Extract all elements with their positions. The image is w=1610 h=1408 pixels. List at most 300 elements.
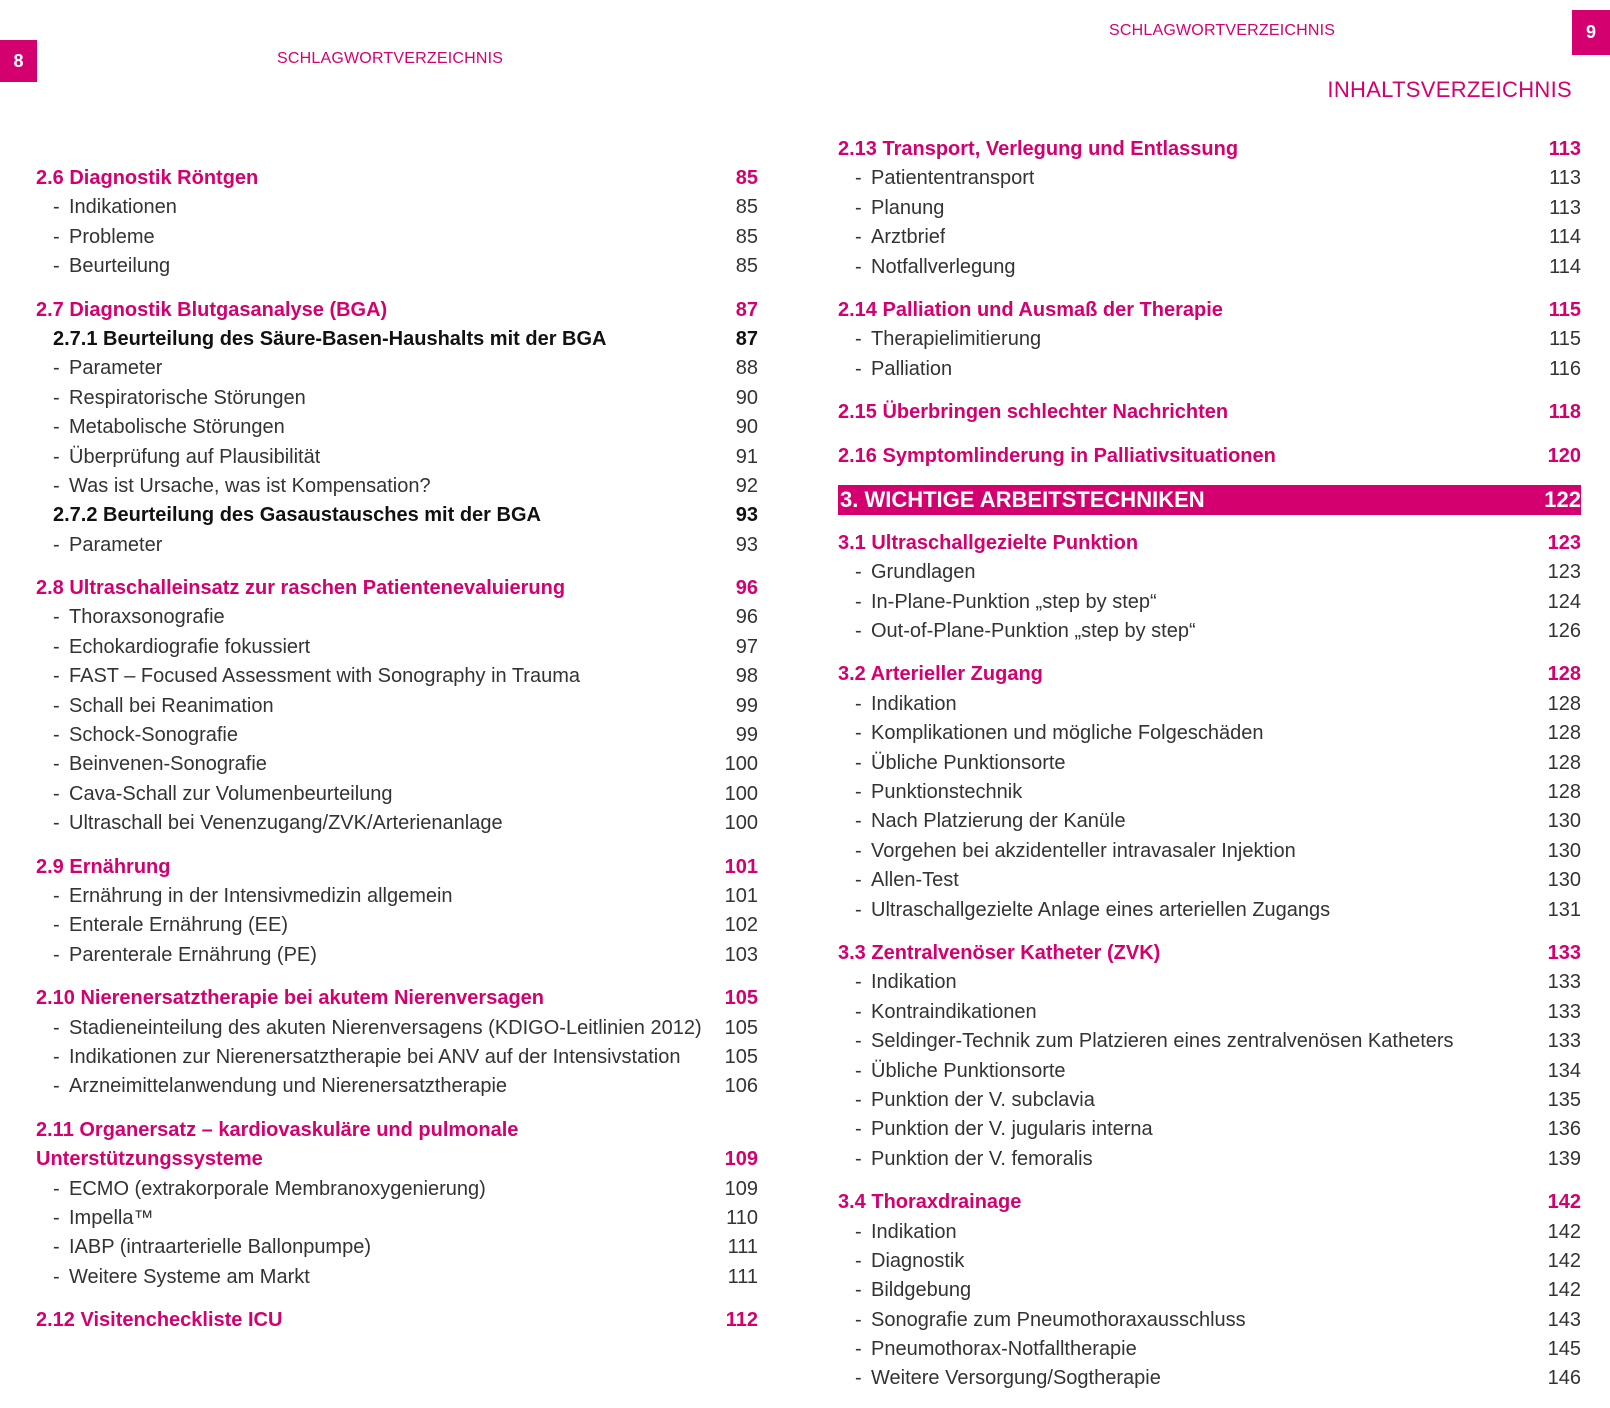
toc-entry-page: 130 bbox=[1547, 869, 1581, 892]
toc-heading bbox=[838, 939, 1581, 968]
toc-heading bbox=[838, 442, 1581, 471]
toc-entry-page: 142 bbox=[1547, 1220, 1581, 1243]
toc-entry-page: 135 bbox=[1547, 1088, 1581, 1111]
dash-marker: - bbox=[53, 606, 60, 629]
toc-section bbox=[838, 939, 1581, 1174]
dash-marker: - bbox=[53, 694, 60, 717]
right-page bbox=[805, 0, 1610, 1400]
toc-entry-page: 133 bbox=[1547, 941, 1581, 964]
dash-marker: - bbox=[53, 474, 60, 497]
dash-marker: - bbox=[53, 386, 60, 409]
toc-entry-label: - Planung bbox=[855, 194, 944, 223]
dash-marker: - bbox=[53, 724, 60, 747]
toc-item bbox=[36, 750, 758, 779]
toc-entry-page: 87 bbox=[735, 298, 758, 321]
toc-item bbox=[838, 253, 1581, 282]
toc-entry-page: 99 bbox=[735, 724, 758, 747]
toc-entry-page: 85 bbox=[735, 167, 758, 189]
toc-item bbox=[838, 558, 1581, 587]
toc-heading bbox=[838, 1188, 1581, 1217]
toc-section bbox=[36, 1306, 758, 1335]
toc-entry-label: 3.2 Arterieller Zugang bbox=[838, 663, 1043, 686]
toc-section bbox=[838, 296, 1581, 384]
toc-entry-page: 118 bbox=[1548, 401, 1581, 424]
toc-entry-label: - Indikation bbox=[855, 1218, 957, 1247]
toc-item bbox=[36, 721, 758, 750]
toc-entry-page: 113 bbox=[1549, 167, 1581, 190]
toc-entry-label: - Grundlagen bbox=[855, 558, 976, 587]
toc-section bbox=[838, 529, 1581, 647]
toc-entry-label: - Schock-Sonografie bbox=[53, 721, 238, 750]
toc-entry-label: - Weitere Systeme am Markt bbox=[53, 1263, 310, 1292]
toc-subheading bbox=[36, 325, 758, 354]
toc-section bbox=[838, 660, 1581, 925]
toc-entry-label: 2.13 Transport, Verlegung und Entlassung bbox=[838, 138, 1239, 160]
toc-entry-page: 111 bbox=[727, 1236, 758, 1259]
toc-item bbox=[838, 837, 1581, 866]
dash-marker: - bbox=[855, 898, 862, 921]
toc-entry-page: 101 bbox=[724, 884, 758, 907]
dash-marker: - bbox=[53, 445, 60, 468]
toc-entry-label: - Übliche Punktionsorte bbox=[855, 1057, 1066, 1086]
toc-item bbox=[838, 866, 1581, 895]
toc-entry-label: - Komplikationen und mögliche Folgeschäden bbox=[855, 719, 1263, 748]
toc-item bbox=[36, 252, 758, 281]
dash-marker: - bbox=[855, 328, 862, 351]
toc-entry-label: 2.7.2 Beurteilung des Gasaustausches mit der BGA bbox=[53, 504, 541, 527]
toc-entry-label: - Respiratorische Störungen bbox=[53, 384, 306, 413]
toc-right bbox=[838, 135, 1581, 1408]
toc-entry-label: - Ultraschallgezielte Anlage eines arteriellen Zugangs bbox=[855, 896, 1330, 925]
toc-entry-label: - Parameter bbox=[53, 531, 162, 560]
toc-entry-label: - Indikation bbox=[855, 690, 957, 719]
dash-marker: - bbox=[855, 1059, 862, 1082]
toc-section bbox=[36, 1116, 758, 1292]
toc-entry-page: 90 bbox=[735, 386, 758, 409]
toc-entry-page: 120 bbox=[1547, 444, 1581, 467]
dash-marker: - bbox=[53, 943, 60, 966]
toc-item bbox=[838, 194, 1581, 223]
toc-entry-label: - Metabolische Störungen bbox=[53, 413, 285, 442]
dash-marker: - bbox=[53, 635, 60, 658]
toc-item bbox=[36, 443, 758, 472]
toc-entry-label: - Indikationen bbox=[53, 193, 177, 222]
toc-entry-page: 130 bbox=[1547, 839, 1581, 862]
toc-entry-page: 105 bbox=[724, 1045, 758, 1068]
toc-entry-label: 2.10 Nierenersatztherapie bei akutem Nierenversagen bbox=[36, 987, 545, 1010]
toc-item bbox=[36, 911, 758, 940]
toc-entry-page: 124 bbox=[1547, 590, 1581, 613]
toc-entry-page: 93 bbox=[735, 504, 758, 527]
dash-marker: - bbox=[855, 1088, 862, 1111]
toc-entry-page: 139 bbox=[1547, 1147, 1581, 1170]
running-head-right: SCHLAGWORTVERZEICHNIS bbox=[1109, 22, 1336, 39]
toc-item bbox=[838, 749, 1581, 778]
toc-section bbox=[36, 984, 758, 1102]
toc-item bbox=[36, 633, 758, 662]
dash-marker: - bbox=[855, 869, 862, 892]
toc-heading bbox=[838, 296, 1581, 325]
toc-item bbox=[36, 1263, 758, 1292]
toc-entry-page: 105 bbox=[724, 987, 758, 1010]
toc-entry-page: 93 bbox=[735, 533, 758, 556]
toc-entry-page: 109 bbox=[724, 1148, 758, 1171]
section-title: INHALTSVERZEICHNIS bbox=[1327, 77, 1572, 102]
dash-marker: - bbox=[53, 225, 60, 248]
toc-entry-page: 111 bbox=[727, 1265, 758, 1288]
toc-entry-label: - Punktion der V. jugularis interna bbox=[855, 1115, 1153, 1144]
toc-entry-page: 106 bbox=[724, 1075, 758, 1098]
toc-item bbox=[36, 472, 758, 501]
dash-marker: - bbox=[855, 620, 862, 643]
toc-entry-label: 2.7 Diagnostik Blutgasanalyse (BGA) bbox=[36, 298, 388, 321]
toc-item bbox=[838, 1086, 1581, 1115]
dash-marker: - bbox=[53, 1177, 60, 1200]
toc-entry-label: - Bildgebung bbox=[855, 1276, 971, 1305]
toc-item bbox=[838, 690, 1581, 719]
toc-entry-page: 90 bbox=[735, 416, 758, 439]
toc-entry-page: 145 bbox=[1547, 1338, 1581, 1361]
toc-entry-label: 2.16 Symptomlinderung in Palliativsituationen bbox=[838, 444, 1276, 467]
dash-marker: - bbox=[855, 1220, 862, 1243]
toc-entry-page: 101 bbox=[724, 855, 758, 878]
toc-item bbox=[838, 223, 1581, 252]
toc-item bbox=[36, 809, 758, 838]
toc-entry-page: 109 bbox=[724, 1177, 758, 1200]
toc-entry-label: - Diagnostik bbox=[855, 1247, 964, 1276]
toc-item bbox=[36, 662, 758, 691]
dash-marker: - bbox=[53, 812, 60, 835]
toc-entry-page: 128 bbox=[1547, 781, 1581, 804]
toc-entry-label: - Nach Platzierung der Kanüle bbox=[855, 807, 1126, 836]
toc-entry-page: 115 bbox=[1549, 328, 1581, 351]
toc-entry-page: 131 bbox=[1547, 898, 1581, 921]
toc-item bbox=[36, 531, 758, 560]
dash-marker: - bbox=[855, 810, 862, 833]
toc-heading bbox=[36, 1145, 758, 1174]
dash-marker: - bbox=[855, 1279, 862, 1302]
dash-marker: - bbox=[855, 357, 862, 380]
dash-marker: - bbox=[53, 665, 60, 688]
toc-entry-page: 128 bbox=[1547, 751, 1581, 774]
toc-entry-page: 123 bbox=[1547, 561, 1581, 584]
toc-entry-label: - Ultraschall bei Venenzugang/ZVK/Arterienanlage bbox=[53, 809, 503, 838]
toc-entry-label: - Indikationen zur Nierenersatztherapie bei ANV auf der Intensivstation bbox=[53, 1043, 680, 1072]
toc-item bbox=[36, 1204, 758, 1233]
page-number-right: 9 bbox=[1572, 10, 1610, 55]
dash-marker: - bbox=[855, 971, 862, 994]
dash-marker: - bbox=[53, 914, 60, 937]
dash-marker: - bbox=[855, 692, 862, 715]
toc-item bbox=[838, 1057, 1581, 1086]
toc-item bbox=[838, 1115, 1581, 1144]
dash-marker: - bbox=[855, 1118, 862, 1141]
toc-entry-label: - Enterale Ernährung (EE) bbox=[53, 911, 288, 940]
toc-item bbox=[36, 193, 758, 222]
toc-entry-page: 126 bbox=[1547, 620, 1581, 643]
toc-entry-label: - Therapielimitierung bbox=[855, 325, 1041, 354]
toc-item bbox=[838, 1306, 1581, 1335]
dash-marker: - bbox=[53, 753, 60, 776]
toc-entry-page: 143 bbox=[1547, 1308, 1581, 1331]
left-page bbox=[0, 0, 805, 1400]
dash-marker: - bbox=[855, 226, 862, 249]
toc-entry-label: 2.6 Diagnostik Röntgen bbox=[36, 167, 259, 189]
dash-marker: - bbox=[53, 884, 60, 907]
toc-entry-page: 115 bbox=[1548, 298, 1581, 321]
toc-item bbox=[36, 1043, 758, 1072]
toc-entry-label: - IABP (intraarterielle Ballonpumpe) bbox=[53, 1233, 371, 1262]
toc-item bbox=[838, 719, 1581, 748]
dash-marker: - bbox=[855, 1030, 862, 1053]
toc-entry-label: - Allen-Test bbox=[855, 866, 959, 895]
toc-item bbox=[36, 223, 758, 252]
toc-entry-page: 88 bbox=[735, 357, 758, 380]
toc-entry-page: 100 bbox=[724, 812, 758, 835]
toc-entry-page: 105 bbox=[724, 1016, 758, 1039]
toc-entry-label: - Weitere Versorgung/Sogtherapie bbox=[855, 1364, 1161, 1393]
dash-marker: - bbox=[855, 196, 862, 219]
toc-section bbox=[838, 442, 1581, 471]
dash-marker: - bbox=[855, 590, 862, 613]
toc-section bbox=[36, 296, 758, 561]
dash-marker: - bbox=[53, 255, 60, 278]
toc-entry-page: 130 bbox=[1547, 810, 1581, 833]
toc-entry-label: - Echokardiografie fokussiert bbox=[53, 633, 310, 662]
toc-item bbox=[838, 807, 1581, 836]
toc-entry-label: - Seldinger-Technik zum Platzieren eines zentralvenösen Katheters bbox=[855, 1027, 1454, 1056]
toc-entry-label: - Überprüfung auf Plausibilität bbox=[53, 443, 320, 472]
toc-entry-label: - Cava-Schall zur Volumenbeurteilung bbox=[53, 780, 393, 809]
toc-item bbox=[838, 896, 1581, 925]
dash-marker: - bbox=[855, 781, 862, 804]
toc-entry-page: 142 bbox=[1547, 1191, 1581, 1214]
toc-entry-page: 102 bbox=[724, 914, 758, 937]
toc-item bbox=[36, 1233, 758, 1262]
running-head-left: SCHLAGWORTVERZEICHNIS bbox=[277, 50, 504, 67]
toc-entry-label: - Schall bei Reanimation bbox=[53, 692, 274, 721]
dash-marker: - bbox=[855, 1000, 862, 1023]
dash-marker: - bbox=[855, 751, 862, 774]
dash-marker: - bbox=[53, 196, 60, 219]
page-number-left: 8 bbox=[0, 40, 37, 82]
dash-marker: - bbox=[53, 416, 60, 439]
toc-entry-page: 97 bbox=[735, 635, 758, 658]
dash-marker: - bbox=[53, 357, 60, 380]
toc-item bbox=[838, 1218, 1581, 1247]
toc-item bbox=[36, 941, 758, 970]
dash-marker: - bbox=[53, 1265, 60, 1288]
toc-subheading bbox=[36, 501, 758, 530]
toc-entry-page: 136 bbox=[1547, 1118, 1581, 1141]
dash-marker: - bbox=[53, 1075, 60, 1098]
toc-item bbox=[838, 1364, 1581, 1393]
toc-entry-label: - Stadieneinteilung des akuten Nierenversagens (KDIGO-Leitlinien 2012) bbox=[53, 1014, 702, 1043]
toc-entry-page: 112 bbox=[725, 1309, 758, 1332]
dash-marker: - bbox=[855, 839, 862, 862]
toc-section bbox=[36, 164, 758, 282]
toc-entry-page: 114 bbox=[1549, 255, 1581, 278]
toc-entry-label: - Übliche Punktionsorte bbox=[855, 749, 1066, 778]
toc-item bbox=[838, 1145, 1581, 1174]
toc-item bbox=[838, 1276, 1581, 1305]
toc-entry-page: 134 bbox=[1547, 1059, 1581, 1082]
toc-entry-label: - Punktion der V. femoralis bbox=[855, 1145, 1093, 1174]
toc-entry-label: - ECMO (extrakorporale Membranoxygenierung) bbox=[53, 1175, 486, 1204]
toc-item bbox=[36, 603, 758, 632]
toc-item bbox=[36, 1014, 758, 1043]
toc-entry-label: - Palliation bbox=[855, 355, 952, 384]
toc-entry-label: - Patiententransport bbox=[855, 164, 1034, 193]
toc-entry-label: - Was ist Ursache, was ist Kompensation? bbox=[53, 472, 431, 501]
toc-entry-page: 92 bbox=[735, 474, 758, 497]
toc-section bbox=[36, 853, 758, 971]
toc-left bbox=[36, 164, 758, 1349]
toc-entry-page: 128 bbox=[1547, 692, 1581, 715]
dash-marker: - bbox=[855, 255, 862, 278]
toc-entry-page: 146 bbox=[1547, 1367, 1581, 1390]
dash-marker: - bbox=[855, 722, 862, 745]
toc-item bbox=[838, 968, 1581, 997]
toc-entry-label: - Ernährung in der Intensivmedizin allgemein bbox=[53, 882, 453, 911]
toc-entry-page: 113 bbox=[1548, 138, 1581, 160]
toc-item bbox=[36, 1072, 758, 1101]
toc-item bbox=[838, 998, 1581, 1027]
toc-item bbox=[36, 1175, 758, 1204]
dash-marker: - bbox=[53, 1206, 60, 1229]
toc-entry-page: 98 bbox=[735, 665, 758, 688]
toc-item bbox=[838, 1027, 1581, 1056]
toc-item bbox=[838, 1335, 1581, 1364]
toc-entry-page: 99 bbox=[735, 694, 758, 717]
toc-entry-label: - Pneumothorax-Notfalltherapie bbox=[855, 1335, 1137, 1364]
toc-entry-label: 2.8 Ultraschalleinsatz zur raschen Patientenevaluierung bbox=[36, 577, 566, 600]
toc-item bbox=[838, 588, 1581, 617]
toc-item bbox=[838, 1247, 1581, 1276]
dash-marker: - bbox=[855, 1147, 862, 1170]
toc-entry-label: - Arzneimittelanwendung und Nierenersatztherapie bbox=[53, 1072, 507, 1101]
toc-entry-page: 87 bbox=[735, 327, 758, 350]
toc-entry-page: 96 bbox=[735, 577, 758, 600]
dash-marker: - bbox=[855, 1338, 862, 1361]
toc-item bbox=[36, 384, 758, 413]
toc-entry-page: 100 bbox=[724, 782, 758, 805]
toc-entry-page: 91 bbox=[735, 445, 758, 468]
toc-entry-page: 85 bbox=[735, 196, 758, 219]
toc-entry-page: 128 bbox=[1547, 722, 1581, 745]
toc-entry-label: - Indikation bbox=[855, 968, 957, 997]
toc-entry-page: 100 bbox=[724, 753, 758, 776]
toc-heading bbox=[36, 296, 758, 325]
chapter-banner bbox=[838, 485, 1581, 515]
toc-section bbox=[838, 135, 1581, 282]
toc-entry-label: - Parenterale Ernährung (PE) bbox=[53, 941, 317, 970]
toc-entry-label: 2.7.1 Beurteilung des Säure-Basen-Haushalts mit der BGA bbox=[53, 327, 607, 350]
toc-heading bbox=[838, 529, 1581, 558]
toc-entry-label: - Thoraxsonografie bbox=[53, 603, 225, 632]
toc-entry-page: 113 bbox=[1549, 196, 1581, 219]
toc-item bbox=[838, 355, 1581, 384]
toc-section bbox=[838, 1188, 1581, 1394]
toc-entry-page: 142 bbox=[1547, 1279, 1581, 1302]
toc-entry-label: - Punktion der V. subclavia bbox=[855, 1086, 1095, 1115]
toc-entry-label: 3.1 Ultraschallgezielte Punktion bbox=[838, 531, 1139, 554]
toc-entry-label: 2.14 Palliation und Ausmaß der Therapie bbox=[838, 298, 1223, 321]
toc-section bbox=[36, 574, 758, 839]
toc-entry-label: Unterstützungssysteme bbox=[36, 1148, 263, 1171]
toc-item bbox=[838, 164, 1581, 193]
toc-entry-page: 123 bbox=[1547, 531, 1581, 554]
toc-heading bbox=[36, 164, 758, 193]
toc-entry-page: 128 bbox=[1547, 663, 1581, 686]
toc-heading bbox=[36, 984, 758, 1013]
toc-entry-label: - In-Plane-Punktion „step by step“ bbox=[855, 588, 1157, 617]
toc-item bbox=[838, 325, 1581, 354]
toc-entry-label: - Kontraindikationen bbox=[855, 998, 1037, 1027]
toc-heading bbox=[36, 1306, 758, 1335]
toc-entry-label: - Vorgehen bei akzidenteller intravasaler Injektion bbox=[855, 837, 1296, 866]
chapter-page: 122 bbox=[1544, 486, 1581, 512]
toc-heading bbox=[838, 135, 1581, 164]
toc-entry-label: - Notfallverlegung bbox=[855, 253, 1016, 282]
toc-entry-label: 2.12 Visitencheckliste ICU bbox=[36, 1309, 283, 1332]
toc-entry-page: 110 bbox=[726, 1206, 758, 1229]
toc-heading bbox=[838, 398, 1581, 427]
toc-entry-page: 116 bbox=[1549, 357, 1581, 380]
toc-item bbox=[36, 354, 758, 383]
toc-entry-label: 3.3 Zentralvenöser Katheter (ZVK) bbox=[838, 941, 1161, 964]
chapter-title: 3. WICHTIGE ARBEITSTECHNIKEN bbox=[840, 486, 1205, 512]
dash-marker: - bbox=[855, 1308, 862, 1331]
toc-entry-page: 133 bbox=[1547, 1030, 1581, 1053]
toc-item bbox=[838, 778, 1581, 807]
dash-marker: - bbox=[53, 782, 60, 805]
toc-entry-label: - Sonografie zum Pneumothoraxausschluss bbox=[855, 1306, 1246, 1335]
toc-entry-label: - FAST – Focused Assessment with Sonography in Trauma bbox=[53, 662, 580, 691]
dash-marker: - bbox=[855, 1367, 862, 1390]
toc-entry-page: 96 bbox=[735, 606, 758, 629]
toc-entry-label: - Beinvenen-Sonografie bbox=[53, 750, 267, 779]
toc-item bbox=[36, 413, 758, 442]
dash-marker: - bbox=[53, 533, 60, 556]
toc-item bbox=[36, 780, 758, 809]
toc-heading bbox=[838, 660, 1581, 689]
toc-item bbox=[36, 692, 758, 721]
toc-entry-label: 2.9 Ernährung bbox=[36, 855, 171, 878]
toc-heading bbox=[36, 574, 758, 603]
dash-marker: - bbox=[855, 1249, 862, 1272]
toc-entry-page: 142 bbox=[1547, 1249, 1581, 1272]
dash-marker: - bbox=[53, 1045, 60, 1068]
toc-entry-label: - Punktionstechnik bbox=[855, 778, 1022, 807]
toc-entry-label: - Probleme bbox=[53, 223, 155, 252]
toc-entry-page: 85 bbox=[735, 255, 758, 278]
dash-marker: - bbox=[53, 1016, 60, 1039]
toc-entry-page: 133 bbox=[1547, 971, 1581, 994]
toc-item bbox=[838, 617, 1581, 646]
toc-entry-label: - Out-of-Plane-Punktion „step by step“ bbox=[855, 617, 1196, 646]
toc-entry-label: 3.4 Thoraxdrainage bbox=[838, 1191, 1022, 1214]
toc-entry-page: 103 bbox=[724, 943, 758, 966]
toc-entry-page: 133 bbox=[1547, 1000, 1581, 1023]
dash-marker: - bbox=[855, 167, 862, 190]
toc-entry-label: - Impella™ bbox=[53, 1204, 153, 1233]
toc-entry-page: 85 bbox=[735, 225, 758, 248]
toc-heading bbox=[36, 853, 758, 882]
toc-entry-label: - Parameter bbox=[53, 354, 162, 383]
toc-entry-label: 2.15 Überbringen schlechter Nachrichten bbox=[838, 401, 1229, 424]
dash-marker: - bbox=[855, 561, 862, 584]
